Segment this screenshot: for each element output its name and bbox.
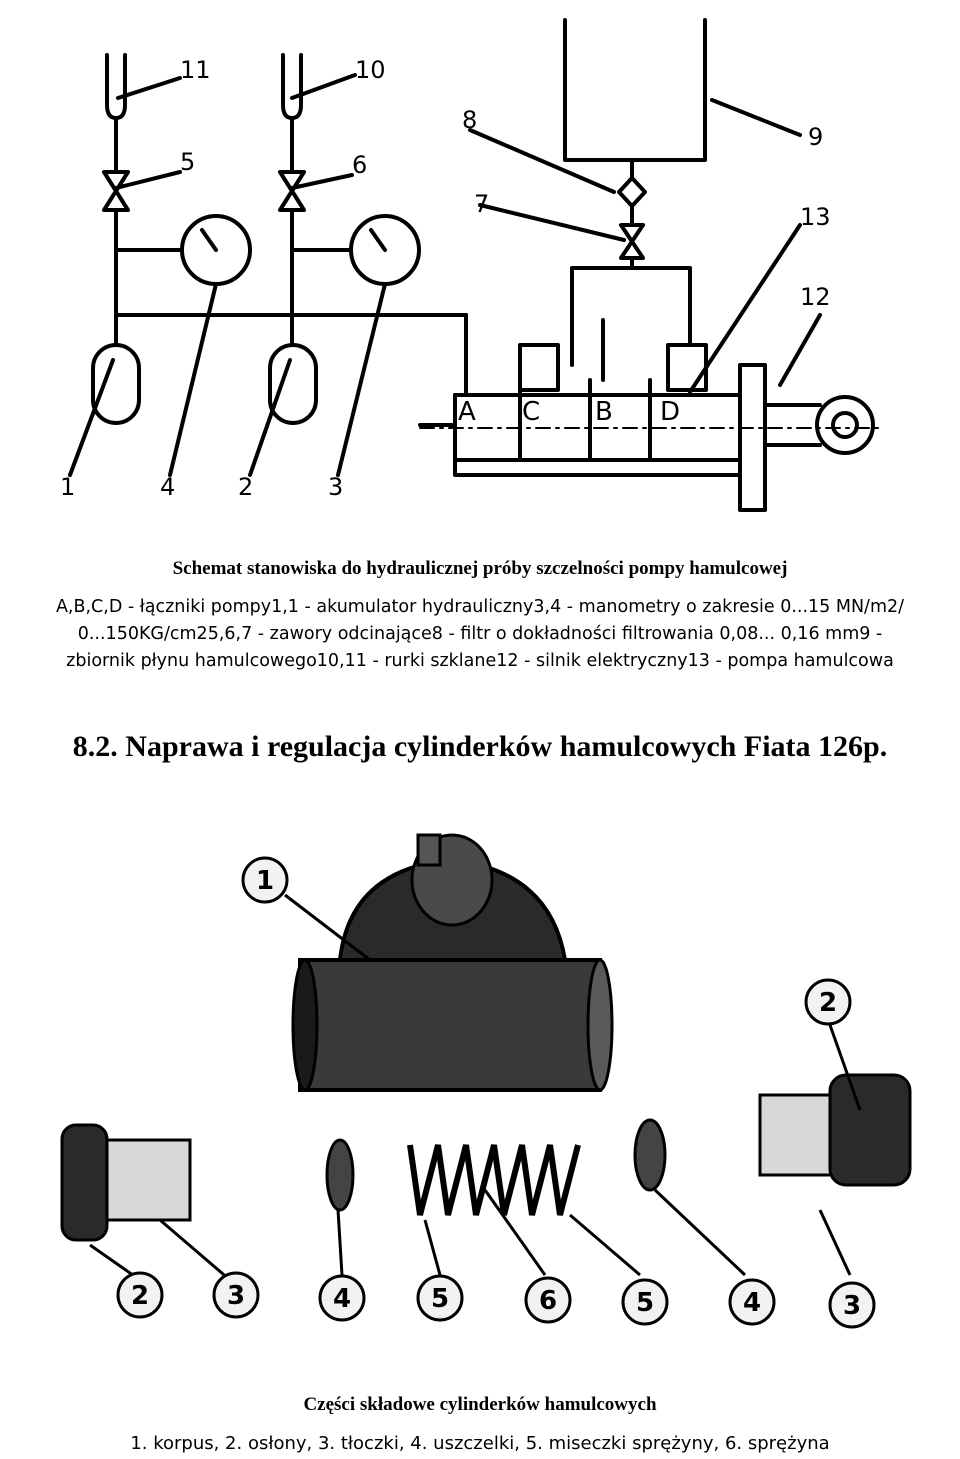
callout-8: 8 — [462, 106, 478, 134]
figure1-caption-title: Schemat stanowiska do hydraulicznej próby szczelności pompy hamulcowej — [172, 558, 788, 579]
legend-line-3: zbiornik płynu hamulcowego10,11 - rurki szklane12 - silnik elektryczny13 - pompa hamulcowa — [66, 651, 894, 671]
left-seal — [327, 1140, 353, 1210]
left-piston-and-boot — [62, 1125, 190, 1240]
right-piston-and-boot — [760, 1075, 910, 1185]
callout-5: 5 — [180, 148, 196, 176]
callout-4: 4 — [160, 473, 176, 501]
callout-2: 2 — [238, 473, 254, 501]
legend-line-2: 0...150KG/cm25,6,7 - zawory odcinające8 - filtr o dokładności filtrowania 0,08... 0,16 mm9 - — [77, 624, 883, 644]
legend-line-1: A,B,C,D - łączniki pompy1,1 - akumulator hydrauliczny3,4 - manometry o zakresie 0...15 MN/m2/ — [55, 597, 905, 617]
filter-8 — [619, 178, 645, 206]
right-seal — [635, 1120, 665, 1190]
figure1-legend — [0, 594, 960, 675]
valve-5 — [104, 172, 128, 210]
callout-12: 12 — [800, 283, 831, 311]
valve-6 — [280, 172, 304, 210]
callout-1: 1 — [255, 866, 275, 896]
callout-13: 13 — [800, 203, 831, 231]
port-label-a: A — [458, 397, 476, 427]
callout-3-right: 3 — [842, 1291, 862, 1321]
callout-2-left: 2 — [130, 1281, 150, 1311]
motor-12 — [817, 397, 873, 453]
callout-3-left: 3 — [226, 1281, 246, 1311]
section-heading: 8.2. Naprawa i regulacja cylinderków hamulcowych Fiata 126p. — [72, 730, 888, 763]
glass-tube-10 — [283, 55, 301, 118]
callout-5-right: 5 — [635, 1288, 655, 1318]
accumulator-1 — [93, 345, 139, 423]
callout-6: 6 — [352, 151, 368, 179]
callout-1: 1 — [60, 473, 76, 501]
cylinder-body — [293, 835, 612, 1090]
callout-7: 7 — [474, 190, 490, 218]
port-label-c: C — [522, 397, 541, 427]
callout-4-right: 4 — [742, 1288, 762, 1318]
wheel-cylinder-parts-figure — [0, 820, 960, 1380]
callout-4-left: 4 — [332, 1284, 352, 1314]
accumulator-2 — [270, 345, 316, 423]
callout-5-left: 5 — [430, 1284, 450, 1314]
callout-11: 11 — [180, 56, 211, 84]
reservoir-9 — [565, 20, 705, 160]
figure2-parts-list: 1. korpus, 2. osłony, 3. tłoczki, 4. uszczelki, 5. miseczki sprężyny, 6. sprężyna — [130, 1433, 830, 1454]
callout-3: 3 — [328, 473, 344, 501]
port-label-d: D — [660, 397, 681, 427]
figure2-caption-title: Części składowe cylinderków hamulcowych — [303, 1394, 657, 1415]
callout-10: 10 — [355, 56, 386, 84]
callout-9: 9 — [808, 123, 824, 151]
callout-2-right: 2 — [818, 988, 838, 1018]
callout-6: 6 — [538, 1286, 558, 1316]
test-stand-schematic — [0, 0, 960, 540]
glass-tube-11 — [107, 55, 125, 118]
port-label-b: B — [595, 397, 613, 427]
